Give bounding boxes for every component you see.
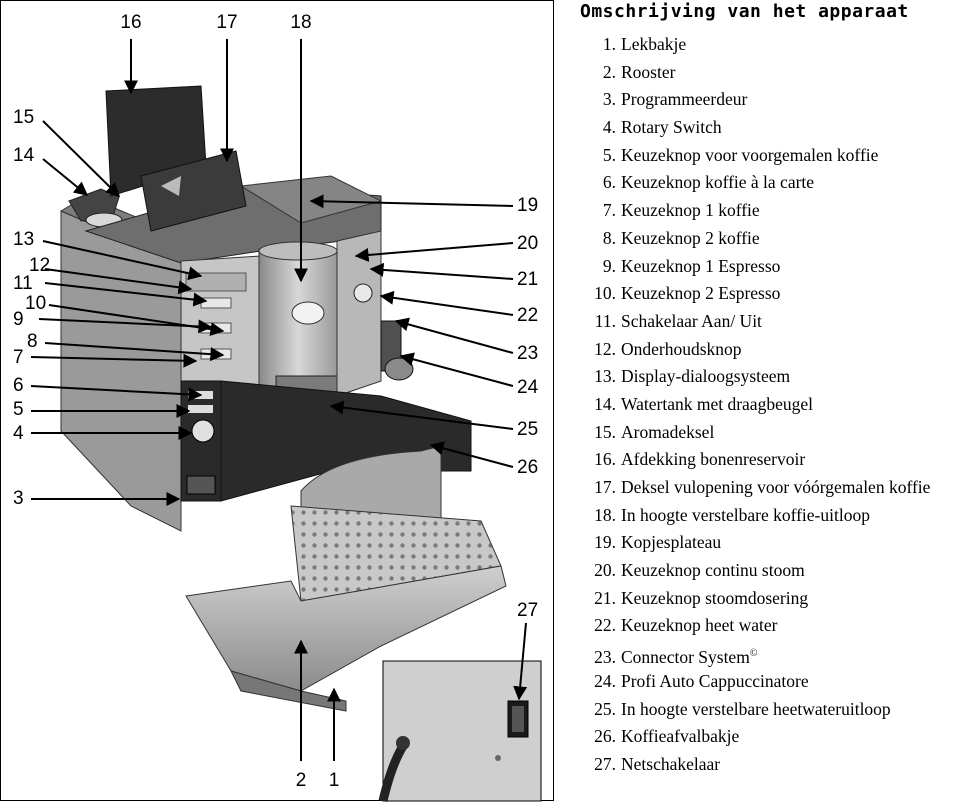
- callout-4: 4: [13, 423, 24, 444]
- callout-9: 9: [13, 309, 24, 330]
- legend-item: [580, 144, 930, 172]
- callout-11: 11: [13, 273, 33, 294]
- legend-item-label: Keuzeknop voor voorgemalen koffie: [621, 144, 879, 165]
- legend-item-number: 27.: [594, 753, 616, 774]
- legend-item-number: 7.: [602, 200, 616, 221]
- legend-item: [580, 199, 930, 227]
- callout-10: 10: [25, 293, 47, 314]
- legend-item: [580, 227, 930, 255]
- legend-item: [580, 338, 930, 366]
- legend-item-superscript: ©: [749, 648, 758, 660]
- legend-panel: [580, 0, 960, 801]
- callout-26: 26: [517, 457, 539, 478]
- legend-item-number: 11.: [594, 310, 616, 331]
- legend-item-label: Rooster: [621, 61, 676, 82]
- legend-item: [580, 670, 930, 698]
- legend-item-label: Afdekking bonenreservoir: [621, 449, 806, 470]
- legend-item: [580, 255, 930, 283]
- machine-body: [61, 86, 506, 711]
- legend-item: [580, 421, 930, 449]
- legend-item-number: 2.: [602, 61, 616, 82]
- legend-item-label: Deksel vulopening voor vóórgemalen koffie: [621, 477, 931, 497]
- callout-19: 19: [517, 195, 539, 216]
- legend-item-number: 10.: [594, 283, 616, 304]
- legend-item-label: Profi Auto Cappuccinatore: [621, 670, 809, 691]
- callout-22: 22: [517, 305, 539, 326]
- legend-item: [580, 365, 930, 393]
- legend-item-number: 20.: [594, 560, 616, 581]
- legend-item-number: 23.: [594, 646, 616, 667]
- legend-item-number: 15.: [594, 421, 616, 442]
- legend-item-label: Keuzeknop stoomdosering: [621, 587, 809, 608]
- legend-item-label: In hoogte verstelbare heetwateruitloop: [621, 698, 891, 719]
- legend-item: [580, 116, 930, 144]
- legend-item: [580, 393, 930, 421]
- legend-item-label: Onderhoudsknop: [621, 338, 742, 359]
- legend-item-label: Schakelaar Aan/ Uit: [621, 310, 762, 331]
- legend-title: Omschrijving van het apparaat: [580, 1, 909, 22]
- legend-item-label: Koffieafvalbakje: [621, 726, 740, 747]
- legend-item-number: 25.: [594, 698, 616, 719]
- legend-item-label: Keuzeknop 1 koffie: [621, 200, 760, 221]
- legend-item: [580, 33, 930, 61]
- inset-power-switch: [383, 661, 541, 801]
- legend-item-number: 13.: [594, 366, 616, 387]
- legend-item-label: Rotary Switch: [621, 117, 722, 138]
- legend-item-label: Aromadeksel: [621, 421, 715, 442]
- legend-item-number: 5.: [602, 144, 616, 165]
- callout-13: 13: [13, 229, 35, 250]
- legend-item-number: 4.: [602, 117, 616, 138]
- legend-item-label: Keuzeknop koffie à la carte: [621, 172, 815, 193]
- legend-item-label: Lekbakje: [621, 34, 687, 54]
- callout-8: 8: [27, 331, 38, 352]
- legend-item-number: 22.: [594, 615, 616, 636]
- legend-item: [580, 61, 930, 89]
- callout-3: 3: [13, 488, 24, 509]
- callout-5: 5: [13, 399, 24, 420]
- legend-item-label: Keuzeknop 2 koffie: [621, 227, 760, 248]
- callout-2: 2: [295, 770, 307, 791]
- legend-list: [580, 33, 930, 781]
- legend-item-number: 14.: [594, 393, 616, 414]
- legend-item-label: Keuzeknop heet water: [621, 615, 778, 636]
- legend-item-number: 12.: [594, 338, 616, 359]
- callout-21: 21: [517, 269, 539, 290]
- legend-item-number: 19.: [594, 532, 616, 553]
- legend-item-number: 1.: [602, 34, 616, 54]
- legend-item: [580, 559, 930, 587]
- legend-item: [580, 504, 930, 532]
- callout-25: 25: [517, 419, 539, 440]
- callout-17: 17: [216, 12, 238, 33]
- legend-item-label: Programmeerdeur: [621, 89, 748, 110]
- legend-item: [580, 642, 930, 670]
- legend-item-number: 8.: [602, 227, 616, 248]
- callout-27: 27: [517, 600, 539, 621]
- legend-item-label: In hoogte verstelbare koffie-uitloop: [621, 504, 870, 525]
- legend-item-label: Watertank met draagbeugel: [621, 393, 813, 414]
- legend-item-label: Netschakelaar: [621, 753, 721, 774]
- legend-item: [580, 448, 930, 476]
- legend-item-label: Keuzeknop 1 Espresso: [621, 255, 781, 276]
- callout-15: 15: [13, 107, 35, 128]
- legend-item: [580, 587, 930, 615]
- legend-item-number: 6.: [602, 172, 616, 193]
- legend-item-number: 3.: [602, 89, 616, 110]
- legend-item-number: 16.: [594, 449, 616, 470]
- legend-item: [580, 310, 930, 338]
- legend-item-label: Keuzeknop 2 Espresso: [621, 283, 781, 304]
- legend-item-number: 9.: [602, 255, 616, 276]
- legend-item: [580, 531, 930, 559]
- legend-item: [580, 282, 930, 310]
- legend-item: [580, 614, 930, 642]
- callout-7: 7: [13, 347, 24, 368]
- legend-item-label: Kopjesplateau: [621, 532, 722, 553]
- legend-item: [580, 698, 930, 726]
- legend-item-label: Display-dialoogsysteem: [621, 366, 791, 387]
- legend-item-number: 17.: [594, 477, 616, 497]
- callout-1: 1: [328, 770, 340, 791]
- coffee-machine-illustration: [1, 1, 555, 802]
- legend-item-number: 21.: [594, 587, 616, 608]
- callout-14: 14: [13, 145, 35, 166]
- legend-item-number: 18.: [594, 504, 616, 525]
- legend-item: [580, 171, 930, 199]
- callout-24: 24: [517, 377, 539, 398]
- callout-16: 16: [120, 12, 142, 33]
- callout-20: 20: [517, 233, 539, 254]
- callout-18: 18: [290, 12, 312, 33]
- callout-23: 23: [517, 343, 539, 364]
- callout-12: 12: [29, 255, 51, 276]
- callout-6: 6: [13, 375, 24, 396]
- legend-item: [580, 725, 930, 753]
- legend-item: [580, 476, 930, 504]
- legend-item-number: 24.: [594, 670, 616, 691]
- legend-item-label: Connector System: [621, 646, 750, 667]
- legend-item: [580, 88, 930, 116]
- legend-item-number: 26.: [594, 726, 616, 747]
- legend-item: [580, 753, 930, 781]
- legend-item-label: Keuzeknop continu stoom: [621, 560, 805, 581]
